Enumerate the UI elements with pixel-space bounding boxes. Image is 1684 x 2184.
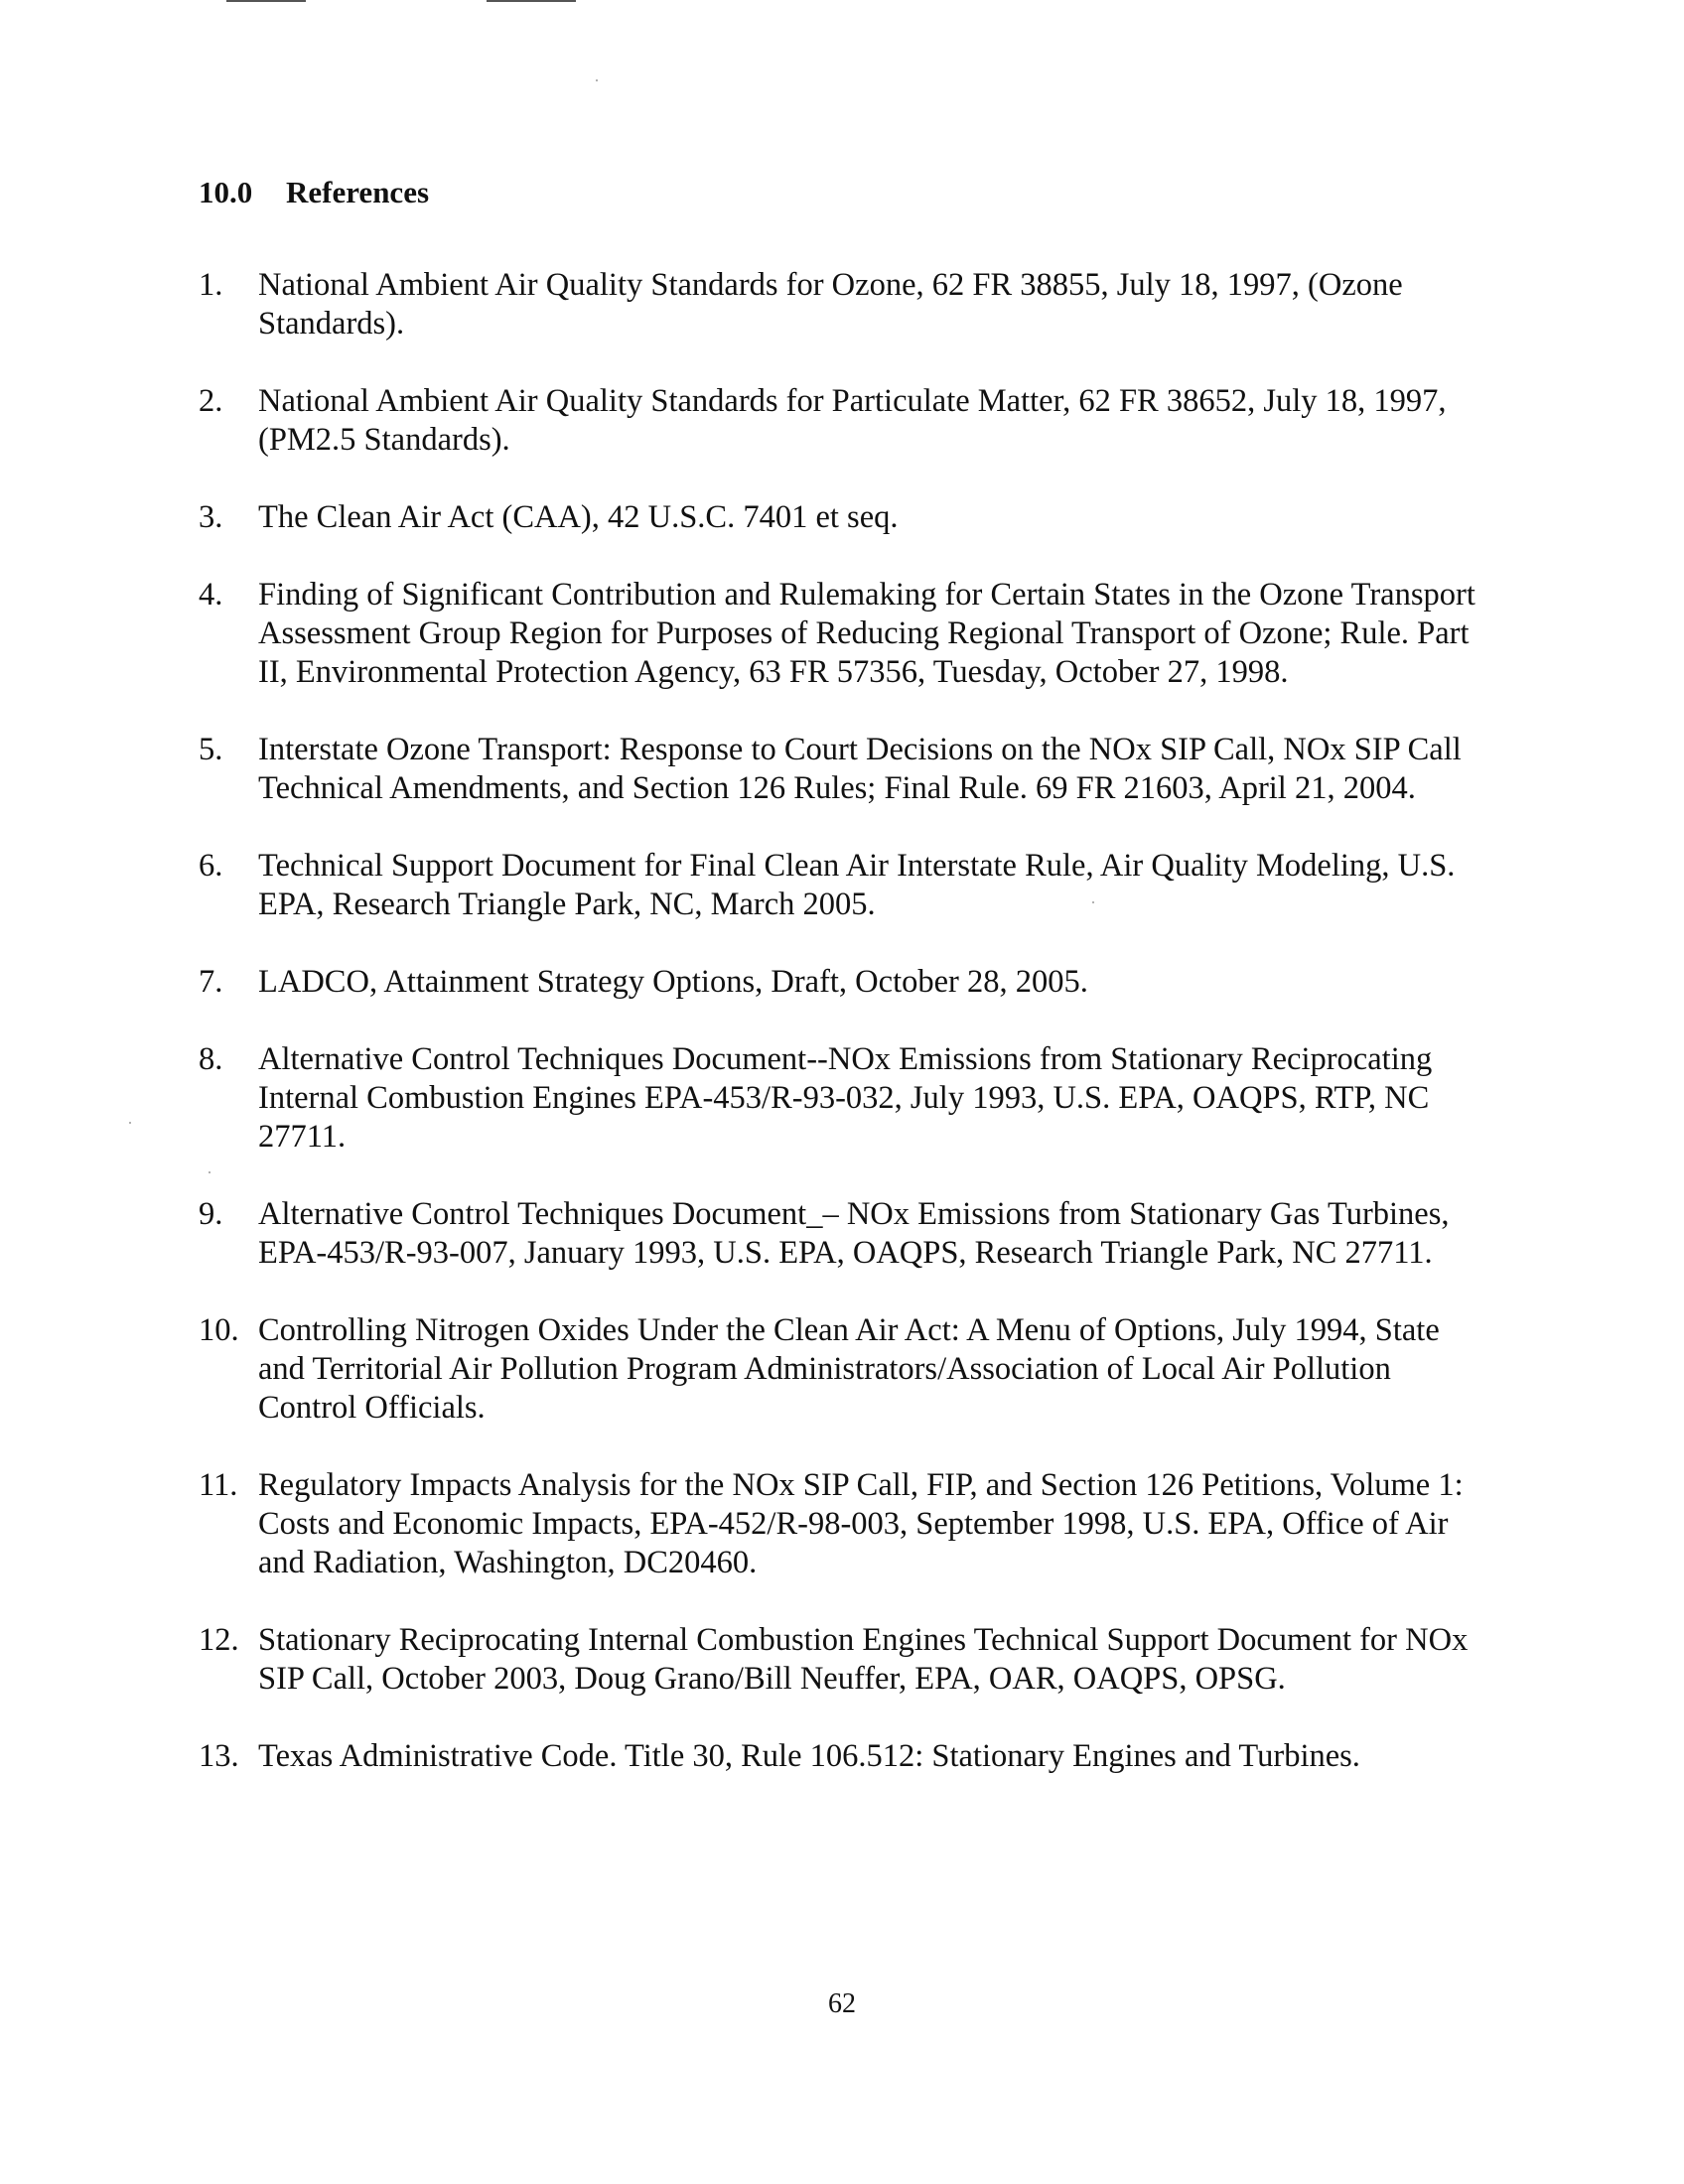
reference-item [199,1040,1489,1157]
reference-item [199,1621,1489,1699]
section-title: References [286,175,430,209]
scan-speck [129,1122,131,1124]
reference-item [199,1311,1489,1428]
reference-text: Alternative Control Techniques Document--NOx Emissions from Stationary Reciprocating Internal Combustion Engines EPA-453/R-93-032, July 1993, U.S. EPA, OAQPS, RTP, NC 27711. [258,1041,1433,1155]
reference-item [199,1737,1489,1776]
reference-number: 7. [199,964,223,1000]
reference-number: 1. [199,267,223,303]
reference-item [199,847,1489,924]
reference-number: 8. [199,1041,223,1077]
reference-number: 13. [199,1738,239,1774]
reference-text: The Clean Air Act (CAA), 42 U.S.C. 7401 et seq. [258,499,899,535]
reference-number: 4. [199,577,223,613]
reference-text: Texas Administrative Code. Title 30, Rule 106.512: Stationary Engines and Turbines. [258,1738,1360,1774]
reference-number: 10. [199,1312,239,1348]
reference-text: Technical Support Document for Final Clean Air Interstate Rule, Air Quality Modeling, U.S. EPA, Research Triangle Park, NC, March 2005. [258,848,1456,922]
reference-item [199,1466,1489,1582]
reference-item [199,382,1489,460]
references-list [199,266,1489,1815]
reference-number: 3. [199,499,223,535]
reference-text: LADCO, Attainment Strategy Options, Draft, October 28, 2005. [258,964,1088,1000]
reference-text: National Ambient Air Quality Standards for Particulate Matter, 62 FR 38652, July 18, 1997, (PM2.5 Standards). [258,383,1447,458]
section-heading [199,175,429,210]
reference-text: Finding of Significant Contribution and Rulemaking for Certain States in the Ozone Transport Assessment Group Region for Purposes of Reducing Regional Transport of Ozone; Rule. Part II, Environmental Protection Agency, 63 FR 57356, Tuesday, October 27, 1998. [258,577,1475,690]
reference-text: Controlling Nitrogen Oxides Under the Clean Air Act: A Menu of Options, July 1994, State and Territorial Air Pollution Program Administrators/Association of Local Air Pollution Control Officials. [258,1312,1440,1426]
reference-item [199,1195,1489,1273]
reference-item [199,963,1489,1002]
reference-item [199,266,1489,343]
reference-text: Stationary Reciprocating Internal Combustion Engines Technical Support Document for NOx SIP Call, October 2003, Doug Grano/Bill Neuffer, EPA, OAR, OAQPS, OPSG. [258,1622,1469,1697]
scan-speck [596,79,598,81]
reference-text: Alternative Control Techniques Document_– NOx Emissions from Stationary Gas Turbines, EPA-453/R-93-007, January 1993, U.S. EPA, OAQPS, Research Triangle Park, NC 27711. [258,1196,1450,1271]
page-number: 62 [828,1988,856,2019]
reference-text: Interstate Ozone Transport: Response to Court Decisions on the NOx SIP Call, NOx SIP Call Technical Amendments, and Section 126 Rules; Final Rule. 69 FR 21603, April 21, 2004. [258,732,1462,806]
reference-number: 11. [199,1467,238,1503]
reference-item [199,576,1489,692]
reference-number: 9. [199,1196,223,1232]
scan-artifact-line [226,0,306,2]
reference-number: 12. [199,1622,239,1658]
reference-text: Regulatory Impacts Analysis for the NOx SIP Call, FIP, and Section 126 Petitions, Volume 1: Costs and Economic Impacts, EPA-452/R-98-003, September 1998, U.S. EPA, Office of Air and Radiation, Washington, DC20460. [258,1467,1464,1580]
reference-item [199,498,1489,537]
reference-number: 2. [199,383,223,419]
reference-item [199,731,1489,808]
scan-artifact-line [487,0,576,2]
section-number: 10.0 [199,175,253,209]
reference-number: 6. [199,848,223,884]
reference-text: National Ambient Air Quality Standards for Ozone, 62 FR 38855, July 18, 1997, (Ozone Standards). [258,267,1403,341]
reference-number: 5. [199,732,223,767]
